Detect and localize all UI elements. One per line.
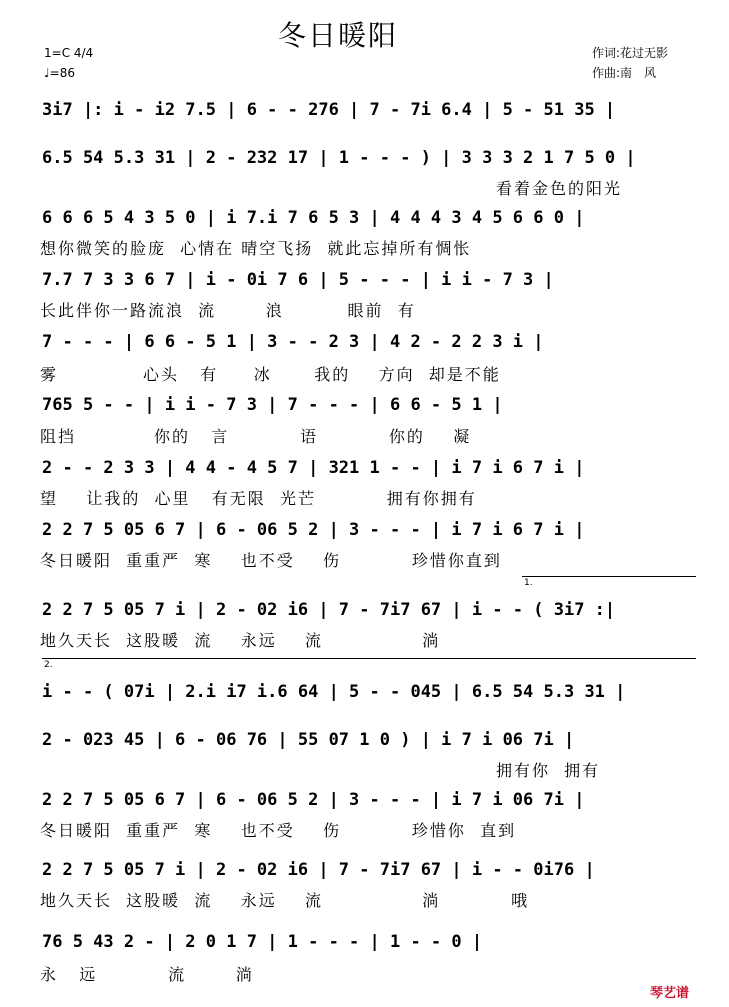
notation-line: 2 2 7 5 05 6 7 | 6 - 06 5 2 | 3 - - - | i 7 i 06 7i |: [42, 790, 585, 810]
tempo-marking: ♩=86: [44, 66, 75, 80]
first-ending-label: 1.: [524, 578, 533, 588]
score-row: [34, 790, 696, 812]
score-row: [34, 932, 696, 954]
notation-line: 2 2 7 5 05 7 i | 2 - 02 i6 | 7 - 7i7 67 | i - - 0i76 |: [42, 860, 595, 880]
lyric-line: 长此伴你一路流浪 流 浪 眼前 有: [40, 301, 416, 320]
score-row: [34, 682, 696, 704]
song-title: 冬日暖阳: [278, 19, 399, 52]
lyric-line: 地久天长 这股暖 流 永远 流 淌: [40, 631, 441, 650]
lyric-line: 地久天长 这股暖 流 永远 流 淌 哦: [40, 891, 530, 910]
score-row: [34, 208, 696, 230]
score-row: [34, 332, 696, 354]
site-logo: 琴艺谱: [650, 986, 690, 1001]
score-row: [34, 520, 696, 542]
lyric-line: 想你微笑的脸庞 心情在 晴空飞扬 就此忘掉所有惆怅: [40, 239, 472, 258]
lyric-line: 冬日暖阳 重重严 寒 也不受 伤 珍惜你直到: [40, 551, 502, 570]
score-row: [34, 270, 696, 292]
second-ending-bracket: [42, 658, 696, 659]
score-row: [34, 100, 696, 122]
notation-line: 2 - 023 45 | 6 - 06 76 | 55 07 1 0 ) | i 7 i 06 7i |: [42, 730, 575, 750]
score-row: [34, 730, 696, 752]
notation-line: 2 2 7 5 05 7 i | 2 - 02 i6 | 7 - 7i7 67 | i - - ( 3i7 :|: [42, 600, 616, 620]
lyric-line: 拥有你 拥有: [496, 761, 601, 780]
notation-line: 765 5 - - | i i - 7 3 | 7 - - - | 6 6 - 5 1 |: [42, 395, 503, 415]
lyric-line: 永 远 流 淌: [40, 965, 254, 984]
score-row: [34, 860, 696, 882]
notation-line: 2 - - 2 3 3 | 4 4 - 4 5 7 | 321 1 - - | i 7 i 6 7 i |: [42, 458, 585, 478]
score-row: [34, 148, 696, 170]
notation-line: 76 5 43 2 - | 2 0 1 7 | 1 - - - | 1 - - 0 |: [42, 932, 483, 952]
composer-credit: 作曲:南 风: [592, 66, 657, 80]
first-ending-bracket: [522, 576, 696, 577]
lyric-line: 阻挡 你的 言 语 你的 凝: [40, 427, 472, 446]
notation-line: 7 - - - | 6 6 - 5 1 | 3 - - 2 3 | 4 2 - 2 2 3 i |: [42, 332, 544, 352]
lyricist-credit: 作词:花过无影: [592, 46, 669, 60]
lyric-line: 雾 心头 有 冰 我的 方向 却是不能: [40, 365, 501, 384]
notation-line: 2 2 7 5 05 6 7 | 6 - 06 5 2 | 3 - - - | i 7 i 6 7 i |: [42, 520, 585, 540]
notation-line: 6.5 54 5.3 31 | 2 - 232 17 | 1 - - - ) | 3 3 3 2 1 7 5 0 |: [42, 148, 636, 168]
score-row: [34, 600, 696, 622]
lyric-line: 望 让我的 心里 有无限 光芒 拥有你拥有: [40, 489, 477, 508]
key-signature: 1=C 4/4: [44, 46, 94, 60]
second-ending-label: 2.: [44, 660, 53, 670]
lyric-line: 看着金色的阳光: [496, 179, 623, 198]
notation-line: i - - ( 07i | 2.i i7 i.6 64 | 5 - - 045 | 6.5 54 5.3 31 |: [42, 682, 626, 702]
notation-line: 3i7 |: i - i2 7.5 | 6 - - 276 | 7 - 7i 6.4 | 5 - 51 35 |: [42, 100, 616, 120]
score-row: [34, 395, 696, 417]
score-row: [34, 458, 696, 480]
notation-line: 6 6 6 5 4 3 5 0 | i 7.i 7 6 5 3 | 4 4 4 3 4 5 6 6 0 |: [42, 208, 585, 228]
notation-line: 7.7 7 3 3 6 7 | i - 0i 7 6 | 5 - - - | i i - 7 3 |: [42, 270, 554, 290]
lyric-line: 冬日暖阳 重重严 寒 也不受 伤 珍惜你 直到: [40, 821, 517, 840]
